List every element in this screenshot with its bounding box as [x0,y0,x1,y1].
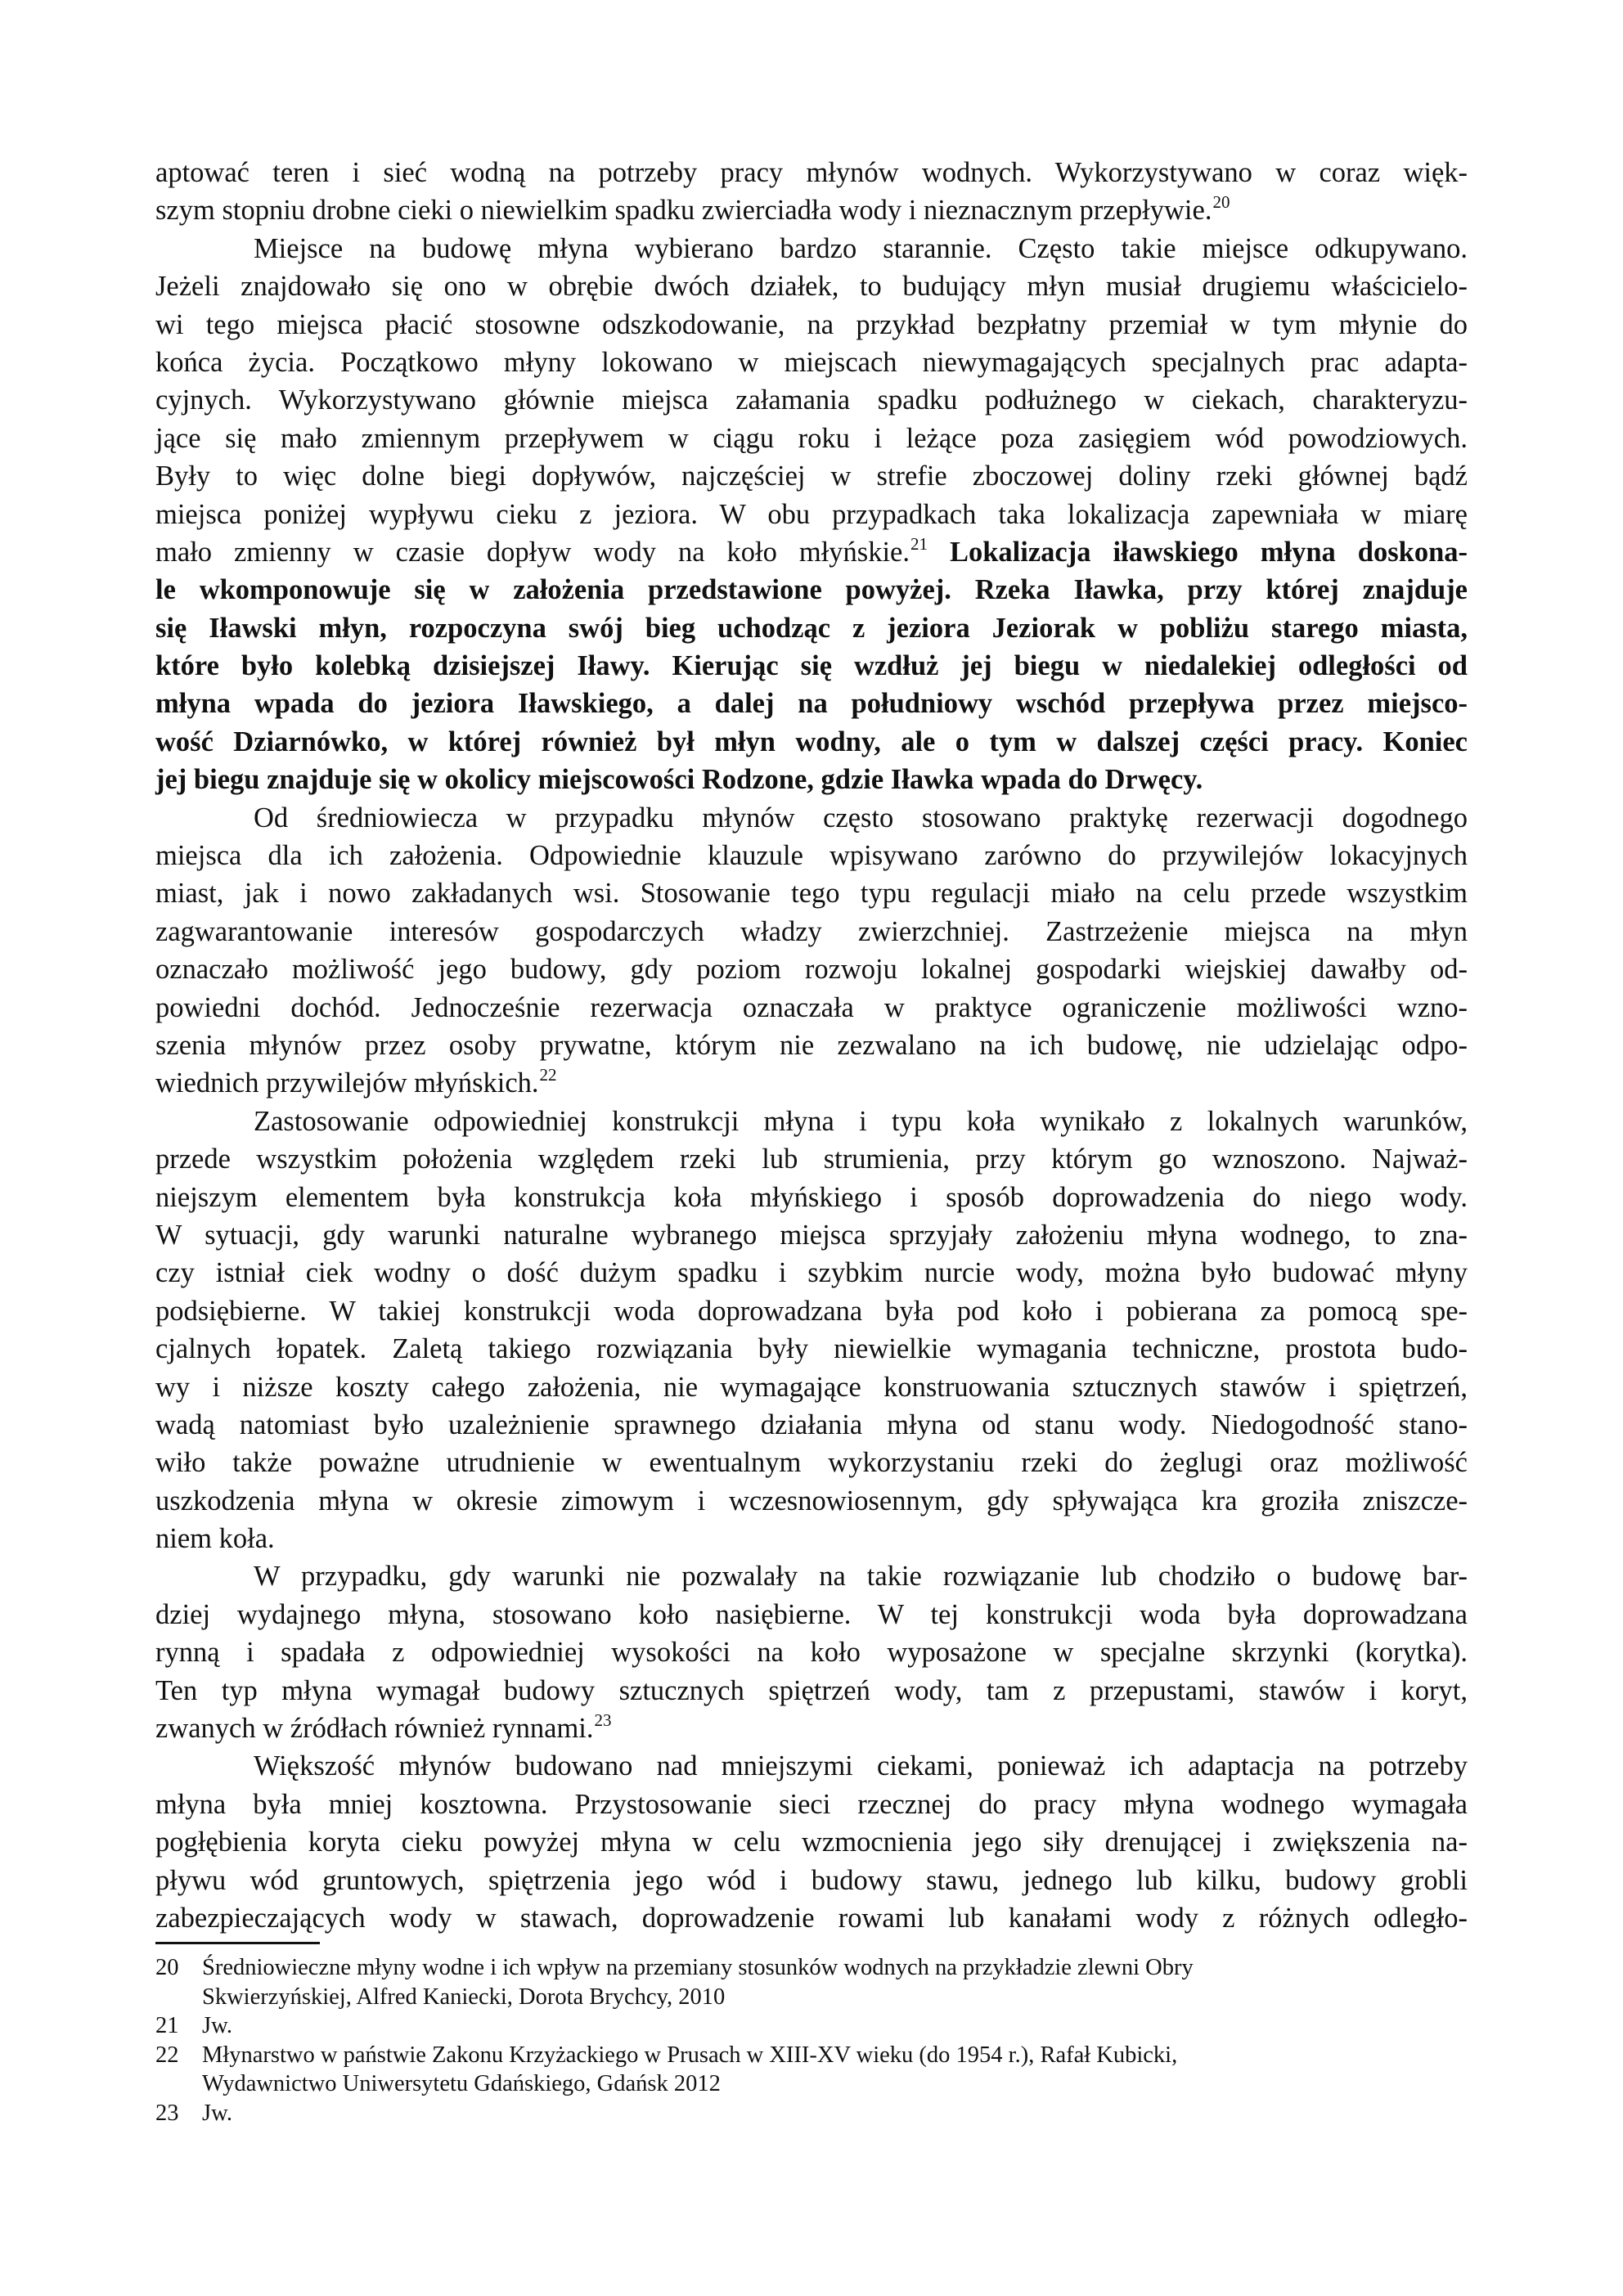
text-line [155,1292,1468,1330]
bold-text: się Iławski młyn, rozpoczyna swój bieg uchodząc z jeziora Jeziorak w pobliżu starego miasta, [155,612,1468,644]
text-run: dziej wydajnego młyna, stosowano koło nasiębierne. W tej konstrukcji woda była doprowadzana [155,1598,1468,1630]
text-run: niejszym elementem była konstrukcja koła młyńskiego i sposób doprowadzenia do niego wody. [155,1181,1468,1213]
text-line [155,1254,1468,1292]
text-line [155,1406,1468,1444]
text-line [155,1710,1468,1747]
text-line [155,533,1468,571]
text-line [155,267,1468,305]
bold-text: wość Dziarnówko, w której również był młyn wodny, ale o tym w dalszej części pracy. Koniec [155,726,1468,757]
paragraph [155,1103,1468,1558]
text-run: wadą natomiast było uzależnienie sprawnego działania młyna od stanu wody. Niedogodność stano- [155,1409,1468,1440]
paragraph [155,1557,1468,1747]
text-line [155,1596,1468,1633]
text-line [155,1064,1468,1102]
text-run: szenia młynów przez osoby prywatne, którym nie zezwalano na ich budowę, nie udzielając odpo- [155,1029,1468,1061]
paragraph [155,154,1468,230]
text-line [155,950,1468,988]
text-run: wiło także poważne utrudnienie w ewentualnym wykorzystaniu rzeki do żeglugi oraz możliwość [155,1447,1468,1479]
text-line [155,1899,1468,1937]
text-run: powiedni dochód. Jednocześnie rezerwacja oznaczała w praktyce ograniczenie możliwości wzno- [155,991,1468,1023]
text-line [155,381,1468,419]
text-line [155,344,1468,381]
paragraph [155,230,1468,799]
text-run: zagwarantowanie interesów gospodarczych władzy zwierzchniej. Zastrzeżenie miejsca na młyn [155,915,1468,947]
text-run: Miejsce na budowę młyna wybierano bardzo starannie. Często takie miejsce odkupywano. [254,232,1468,264]
document-body [155,154,1468,1937]
text-run: pływu wód gruntowych, spiętrzenia jego wód i budowy stawu, jednego lub kilku, budowy grobli [155,1864,1468,1896]
text-run: aptować teren i sieć wodną na potrzeby pracy młynów wodnych. Wykorzystywano w coraz więk- [155,157,1468,188]
text-line [155,457,1468,495]
footnote-text: Skwierzyńskiej, Alfred Kaniecki, Dorota Brychcy, 2010 [202,1984,726,2010]
text-line [155,496,1468,533]
text-line [155,609,1468,647]
text-line [155,799,1468,837]
text-run: Ten typ młyna wymagał budowy sztucznych spiętrzeń wody, tam z przepustami, stawów i koryt, [155,1674,1468,1706]
footnote-reference[interactable]: 21 [910,533,928,554]
footnote-reference[interactable]: 20 [1212,192,1230,213]
text-line [155,1330,1468,1368]
text-run: czy istniał ciek wodny o dość dużym spadku i szybkim nurcie wody, można było budować młyny [155,1257,1468,1289]
text-run: wi tego miejsca płacić stosowne odszkodowanie, na przykład bezpłatny przemiał w tym młynie do [155,308,1468,340]
footnote-reference[interactable]: 23 [594,1710,612,1731]
footnotes-section [155,1953,1468,2128]
text-line [155,723,1468,761]
text-line [155,647,1468,685]
footnote-separator [155,1942,320,1944]
text-run: W przypadku, gdy warunki nie pozwalały na takie rozwiązanie lub chodziło o budowę bar- [254,1561,1468,1593]
footnote [155,2099,1468,2128]
text-run: miejsca poniżej wypływu cieku z jeziora. W obu przypadkach taka lokalizacja zapewniała w miarę [155,498,1468,530]
text-run: wiednich przywilejów młyńskich. [155,1067,539,1099]
text-line [155,1672,1468,1710]
text-run: końca życia. Początkowo młyny lokowano w miejscach niewymagających specjalnych prac adapta- [155,346,1468,378]
text-run: zabezpieczających wody w stawach, doprowadzenie rowami lub kanałami wody z różnych odległo- [155,1902,1468,1934]
text-line [155,989,1468,1027]
text-run: W sytuacji, gdy warunki naturalne wybranego miejsca sprzyjały założeniu młyna wodnego, to zna- [155,1219,1468,1251]
text-run: Zastosowanie odpowiedniej konstrukcji młyna i typu koła wynikało z lokalnych warunków, [254,1105,1468,1137]
text-run: cyjnych. Wykorzystywano głównie miejsca załamania spadku podłużnego w ciekach, charakteryzu- [155,384,1468,416]
text-line [155,761,1468,798]
text-line [155,1103,1468,1140]
bold-text: jej biegu znajduje się w okolicy miejscowości Rodzone, gdzie Iławka wpada do Drwęcy. [155,764,1203,796]
footnote [155,2041,1468,2099]
bold-text: które było kolebką dzisiejszej Iławy. Kierując się wzdłuż jej biegu w niedalekiej odległości od [155,650,1468,682]
text-line [155,306,1468,344]
text-run: jące się mało zmiennym przepływem w ciągu roku i leżące poza zasięgiem wód powodziowych. [155,422,1468,454]
text-line [155,1633,1468,1671]
text-line [155,1368,1468,1406]
text-run: oznaczało możliwość jego budowy, gdy poziom rozwoju lokalnej gospodarki wiejskiej dawałby od- [155,954,1468,986]
footnote-text: Młynarstwo w państwie Zakonu Krzyżackiego w Prusach w XIII-XV wieku (do 1954 r.), Rafał Kubicki, [202,2042,1178,2068]
text-line [155,1862,1468,1899]
footnote-text: Średniowieczne młyny wodne i ich wpływ na przemiany stosunków wodnych na przykładzie zlewni Obry [202,1955,1194,1980]
text-line [155,1444,1468,1481]
text-line [155,571,1468,609]
text-line [155,154,1468,191]
footnote-text: Wydawnictwo Uniwersytetu Gdańskiego, Gdańsk 2012 [202,2071,721,2096]
paragraph [155,799,1468,1103]
text-run: Od średniowiecza w przypadku młynów często stosowano praktykę rezerwacji dogodnego [254,802,1468,833]
text-run: przede wszystkim położenia względem rzeki lub strumienia, przy którym go wznoszono. Najważ- [155,1144,1468,1175]
text-line [155,685,1468,722]
text-line [155,1482,1468,1520]
text-line [155,1747,1468,1785]
text-run: niem koła. [155,1523,275,1555]
text-run: zwanych w źródłach również rynnami. [155,1713,594,1745]
text-line [155,420,1468,457]
text-line [155,1557,1468,1595]
text-run [928,537,950,568]
footnote-number[interactable]: 21 [155,2013,179,2038]
text-line [155,874,1468,912]
text-run: miast, jak i nowo zakładanych wsi. Stosowanie tego typu regulacji miało na celu przede wszystkim [155,878,1468,910]
paragraph [155,1747,1468,1937]
text-line [155,837,1468,874]
text-run: Były to więc dolne biegi dopływów, najczęściej w strefie zboczowej doliny rzeki głównej bądź [155,461,1468,492]
text-run: uszkodzenia młyna w okresie zimowym i wczesnowiosennym, gdy spływająca kra groziła zniszcze- [155,1485,1468,1516]
footnote-number[interactable]: 20 [155,1955,179,1980]
text-run: pogłębienia koryta cieku powyżej młyna w celu wzmocnienia jego siły drenującej i zwiększenia na- [155,1826,1468,1858]
text-line [155,1179,1468,1216]
footnote-reference[interactable]: 22 [539,1065,557,1085]
text-run: podsiębierne. W takiej konstrukcji woda doprowadzana była pod koło i pobierana za pomocą spe- [155,1295,1468,1327]
footnote-number[interactable]: 22 [155,2042,179,2068]
text-line [155,1216,1468,1254]
text-run: mało zmienny w czasie dopływ wody na koło młyńskie. [155,536,910,568]
footnote-number[interactable]: 23 [155,2100,179,2126]
footnote [155,1953,1468,2011]
text-run: rynną i spadała z odpowiedniej wysokości na koło wyposażone w specjalne skrzynki (korytka). [155,1637,1468,1669]
text-line [155,1027,1468,1064]
text-line [155,913,1468,950]
text-line [155,1520,1468,1557]
bold-text: młyna wpada do jeziora Iławskiego, a dalej na południowy wschód przepływa przez miejsco- [155,688,1468,720]
text-run: cjalnych łopatek. Zaletą takiego rozwiązania były niewielkie wymagania techniczne, prostota budo- [155,1333,1468,1365]
bold-text: le wkomponowuje się w założenia przedstawione powyżej. Rzeka Iławka, przy której znajduje [155,574,1468,606]
text-run: młyna była mniej kosztowna. Przystosowanie sieci rzecznej do pracy młyna wodnego wymagała [155,1788,1468,1820]
text-run: Jeżeli znajdowało się ono w obrębie dwóch działek, to budujący młyn musiał drugiemu właścicielo- [155,271,1468,303]
text-line [155,191,1468,229]
footnote-text: Jw. [202,2100,232,2126]
text-run: miejsca dla ich założenia. Odpowiednie klauzule wpisywano zarówno do przywilejów lokacyjnych [155,840,1468,872]
footnote-text: Jw. [202,2013,232,2038]
bold-text: Lokalizacja iławskiego młyna doskona- [949,536,1468,568]
text-run: szym stopniu drobne cieki o niewielkim spadku zwierciadła wody i nieznacznym przepływie. [155,195,1212,227]
text-line [155,230,1468,267]
text-run: wy i niższe koszty całego założenia, nie wymagające konstruowania sztucznych stawów i spiętrzeń, [155,1371,1468,1403]
text-line [155,1140,1468,1178]
text-run: Większość młynów budowano nad mniejszymi ciekami, ponieważ ich adaptacja na potrzeby [254,1750,1468,1782]
text-line [155,1786,1468,1823]
footnote [155,2011,1468,2041]
text-line [155,1823,1468,1861]
